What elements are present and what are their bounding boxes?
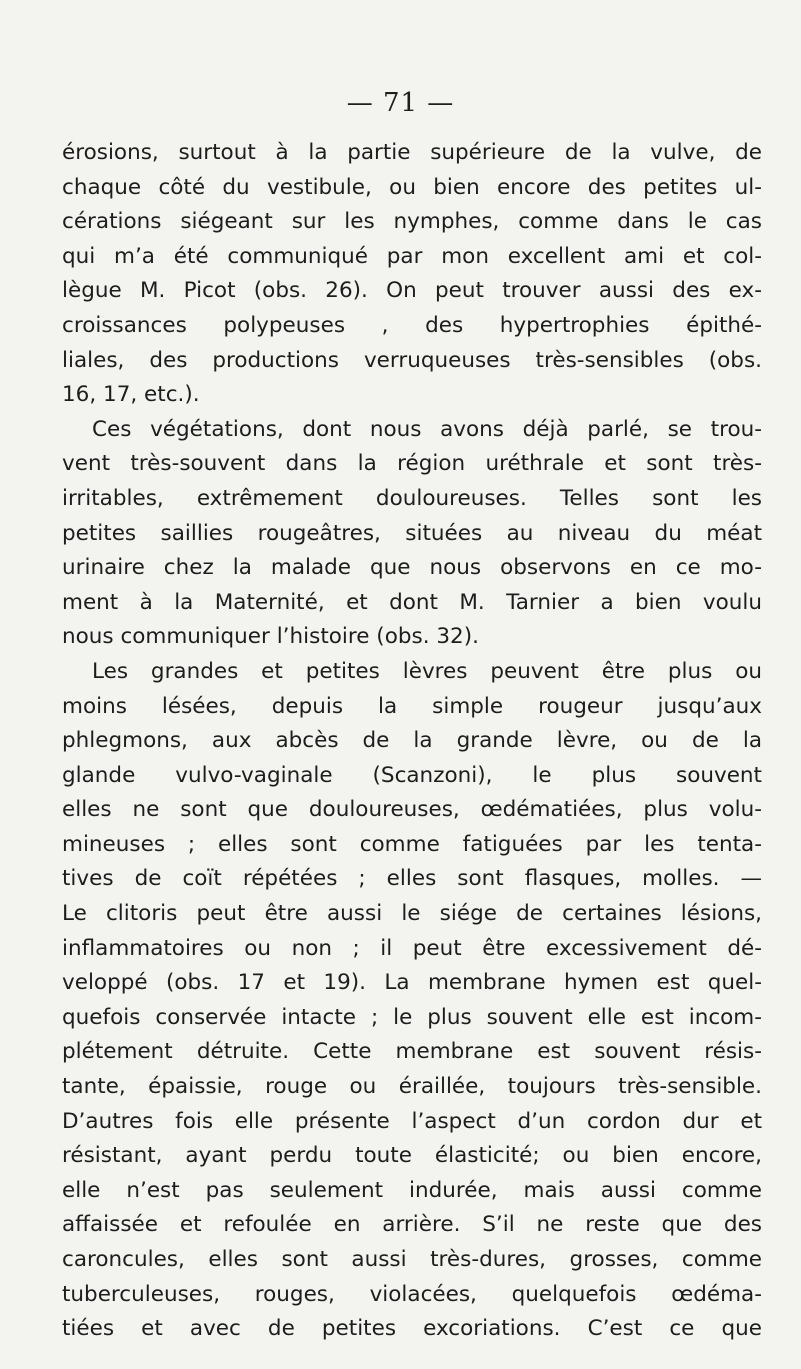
text-line: Le clitoris peut être aussi le siége de certaines lésions, bbox=[62, 901, 762, 927]
text-line: lègue M. Picot (obs. 26). On peut trouver aussi des ex- bbox=[62, 278, 762, 304]
text-line: qui m’a été communiqué par mon excellent ami et col- bbox=[62, 243, 762, 269]
text-line: 16, 17, etc.). bbox=[62, 382, 200, 408]
text-line: érosions, surtout à la partie supérieure de la vulve, de bbox=[62, 140, 762, 165]
text-line: urinaire chez la malade que nous observons en ce mo- bbox=[62, 555, 762, 581]
text-line: liales, des productions verruqueuses très-sensibles (obs. bbox=[62, 347, 762, 373]
text-line: caroncules, elles sont aussi très-dures, grosses, comme bbox=[62, 1247, 762, 1272]
text-line: plétement détruite. Cette membrane est souvent résis- bbox=[62, 1039, 762, 1065]
text-line: veloppé (obs. 17 et 19). La membrane hymen est quel- bbox=[62, 970, 762, 996]
text-line: quefois conservée intacte ; le plus souvent elle est incom- bbox=[62, 1004, 762, 1030]
text-line: inflammatoires ou non ; il peut être excessivement dé- bbox=[62, 935, 762, 961]
text-line: elles ne sont que douloureuses, œdématiées, plus volu- bbox=[62, 797, 762, 823]
text-line: résistant, ayant perdu toute élasticité; ou bien encore, bbox=[62, 1143, 762, 1169]
text-line: cérations siégeant sur les nymphes, comme dans le cas bbox=[62, 209, 762, 235]
body-text bbox=[62, 136, 762, 1347]
text-line: tuberculeuses, rouges, violacées, quelquefois œdéma- bbox=[62, 1281, 762, 1307]
text-line: moins lésées, depuis la simple rougeur jusqu’aux bbox=[62, 693, 762, 719]
text-line: Ces végétations, dont nous avons déjà parlé, se trou- bbox=[92, 416, 762, 442]
text-line: mineuses ; elles sont comme fatiguées par les tenta- bbox=[62, 831, 762, 857]
page-number: — 71 — bbox=[346, 88, 455, 118]
text-line: elle n’est pas seulement indurée, mais aussi comme bbox=[62, 1177, 762, 1203]
text-line: tives de coït répétées ; elles sont flasques, molles. — bbox=[62, 866, 762, 892]
text-line: croissances polypeuses , des hypertrophies épithé- bbox=[62, 312, 762, 338]
text-line: tante, épaissie, rouge ou éraillée, toujours très-sensible. bbox=[62, 1074, 762, 1100]
text-line: chaque côté du vestibule, ou bien encore des petites ul- bbox=[62, 174, 762, 200]
text-line: nous communiquer l’histoire (obs. 32). bbox=[62, 624, 479, 650]
text-line: Les grandes et petites lèvres peuvent être plus ou bbox=[92, 658, 762, 684]
text-line: glande vulvo-vaginale (Scanzoni), le plus souvent bbox=[62, 762, 762, 788]
text-line: affaissée et refoulée en arrière. S’il ne reste que des bbox=[62, 1212, 762, 1238]
text-line: vent très-souvent dans la région uréthrale et sont très- bbox=[62, 451, 762, 477]
text-line: irritables, extrêmement douloureuses. Telles sont les bbox=[62, 485, 762, 511]
text-line: tiées et avec de petites excoriations. C’est ce que bbox=[62, 1316, 762, 1342]
text-line: phlegmons, aux abcès de la grande lèvre, ou de la bbox=[62, 728, 762, 754]
text-line: ment à la Maternité, et dont M. Tarnier a bien voulu bbox=[62, 589, 762, 615]
text-line: petites saillies rougeâtres, situées au niveau du méat bbox=[62, 520, 762, 546]
text-line: D’autres fois elle présente l’aspect d’un cordon dur et bbox=[62, 1108, 762, 1134]
